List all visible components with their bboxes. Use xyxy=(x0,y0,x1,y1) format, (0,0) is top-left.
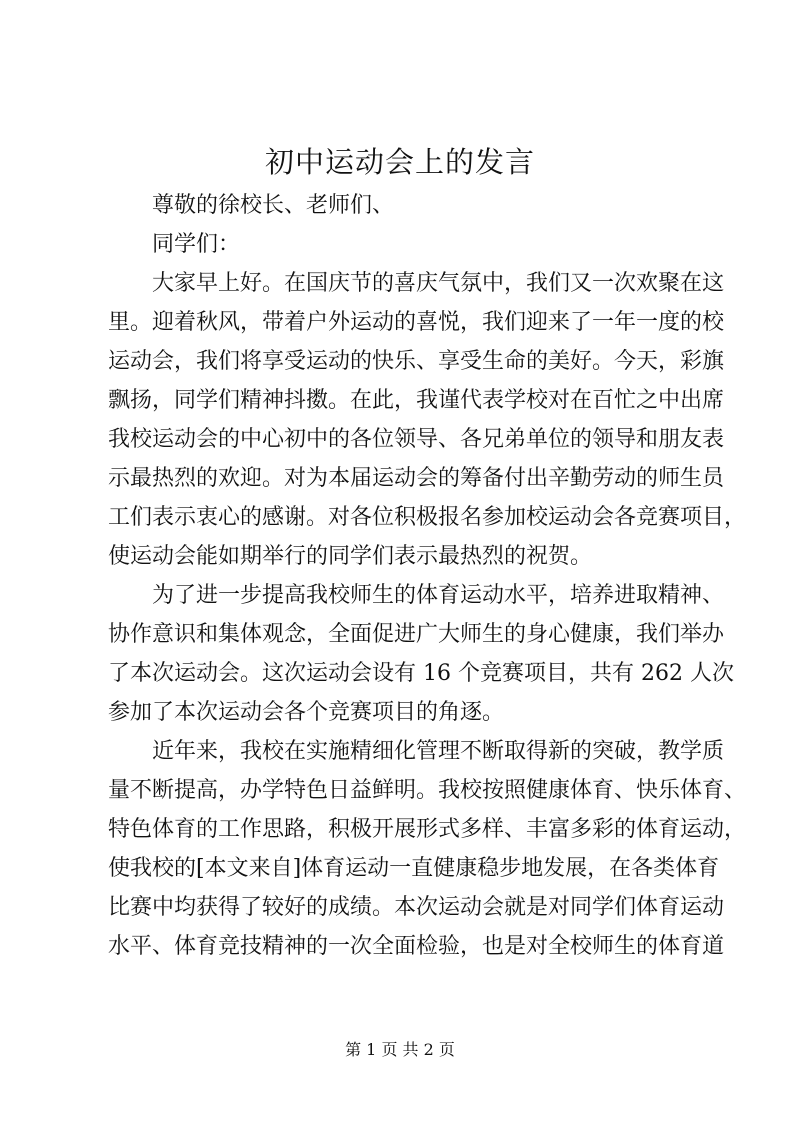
paragraph-2-line: 协作意识和集体观念，全面促进广大师生的身心健康，我们举办 xyxy=(108,622,725,647)
document-body xyxy=(108,186,747,966)
page-number-footer: 第 1 页 共 2 页 xyxy=(345,1040,455,1059)
paragraph-3-line: 近年来，我校在实施精细化管理不断取得新的突破，教学质 xyxy=(152,739,725,764)
paragraph-2-line: 了本次运动会。这次运动会设有 16 个竞赛项目，共有 262 人次 xyxy=(108,661,734,686)
paragraph-3-line: 使我校的[本文来自]体育运动一直健康稳步地发展，在各类体育 xyxy=(108,856,720,881)
paragraph-3-line: 特色体育的工作思路，积极开展形式多样、丰富多彩的体育运动， xyxy=(108,817,747,842)
paragraph-3-line: 量不断提高，办学特色日益鲜明。我校按照健康体育、快乐体育、 xyxy=(108,778,747,803)
salutation-line-2: 同学们： xyxy=(152,232,241,257)
paragraph-1-line: 大家早上好。在国庆节的喜庆气氛中，我们又一次欢聚在这 xyxy=(152,271,725,296)
paragraph-1-line: 飘扬，同学们精神抖擞。在此，我谨代表学校对在百忙之中出席 xyxy=(108,388,725,413)
paragraph-3-line: 水平、体育竞技精神的一次全面检验，也是对全校师生的体育道 xyxy=(108,934,725,959)
paragraph-1-line: 工们表示衷心的感谢。对各位积极报名参加校运动会各竞赛项目， xyxy=(108,505,747,530)
paragraph-3-line: 比赛中均获得了较好的成绩。本次运动会就是对同学们体育运动 xyxy=(108,895,725,920)
paragraph-1-line: 我校运动会的中心初中的各位领导、各兄弟单位的领导和朋友表 xyxy=(108,427,725,452)
paragraph-1-line: 运动会，我们将享受运动的快乐、享受生命的美好。今天，彩旗 xyxy=(108,349,725,374)
paragraph-2-line: 参加了本次运动会各个竞赛项目的角逐。 xyxy=(108,700,505,725)
paragraph-1-line: 里。迎着秋风，带着户外运动的喜悦，我们迎来了一年一度的校 xyxy=(108,310,725,335)
paragraph-1-line: 示最热烈的欢迎。对为本届运动会的筹备付出辛勤劳动的师生员 xyxy=(108,466,725,491)
paragraph-1-line: 使运动会能如期举行的同学们表示最热烈的祝贺。 xyxy=(108,544,593,569)
salutation-line-1: 尊敬的徐校长、老师们、 xyxy=(152,193,395,218)
paragraph-2-line: 为了进一步提高我校师生的体育运动水平，培养进取精神、 xyxy=(152,583,725,608)
document-title: 初中运动会上的发言 xyxy=(264,145,535,179)
